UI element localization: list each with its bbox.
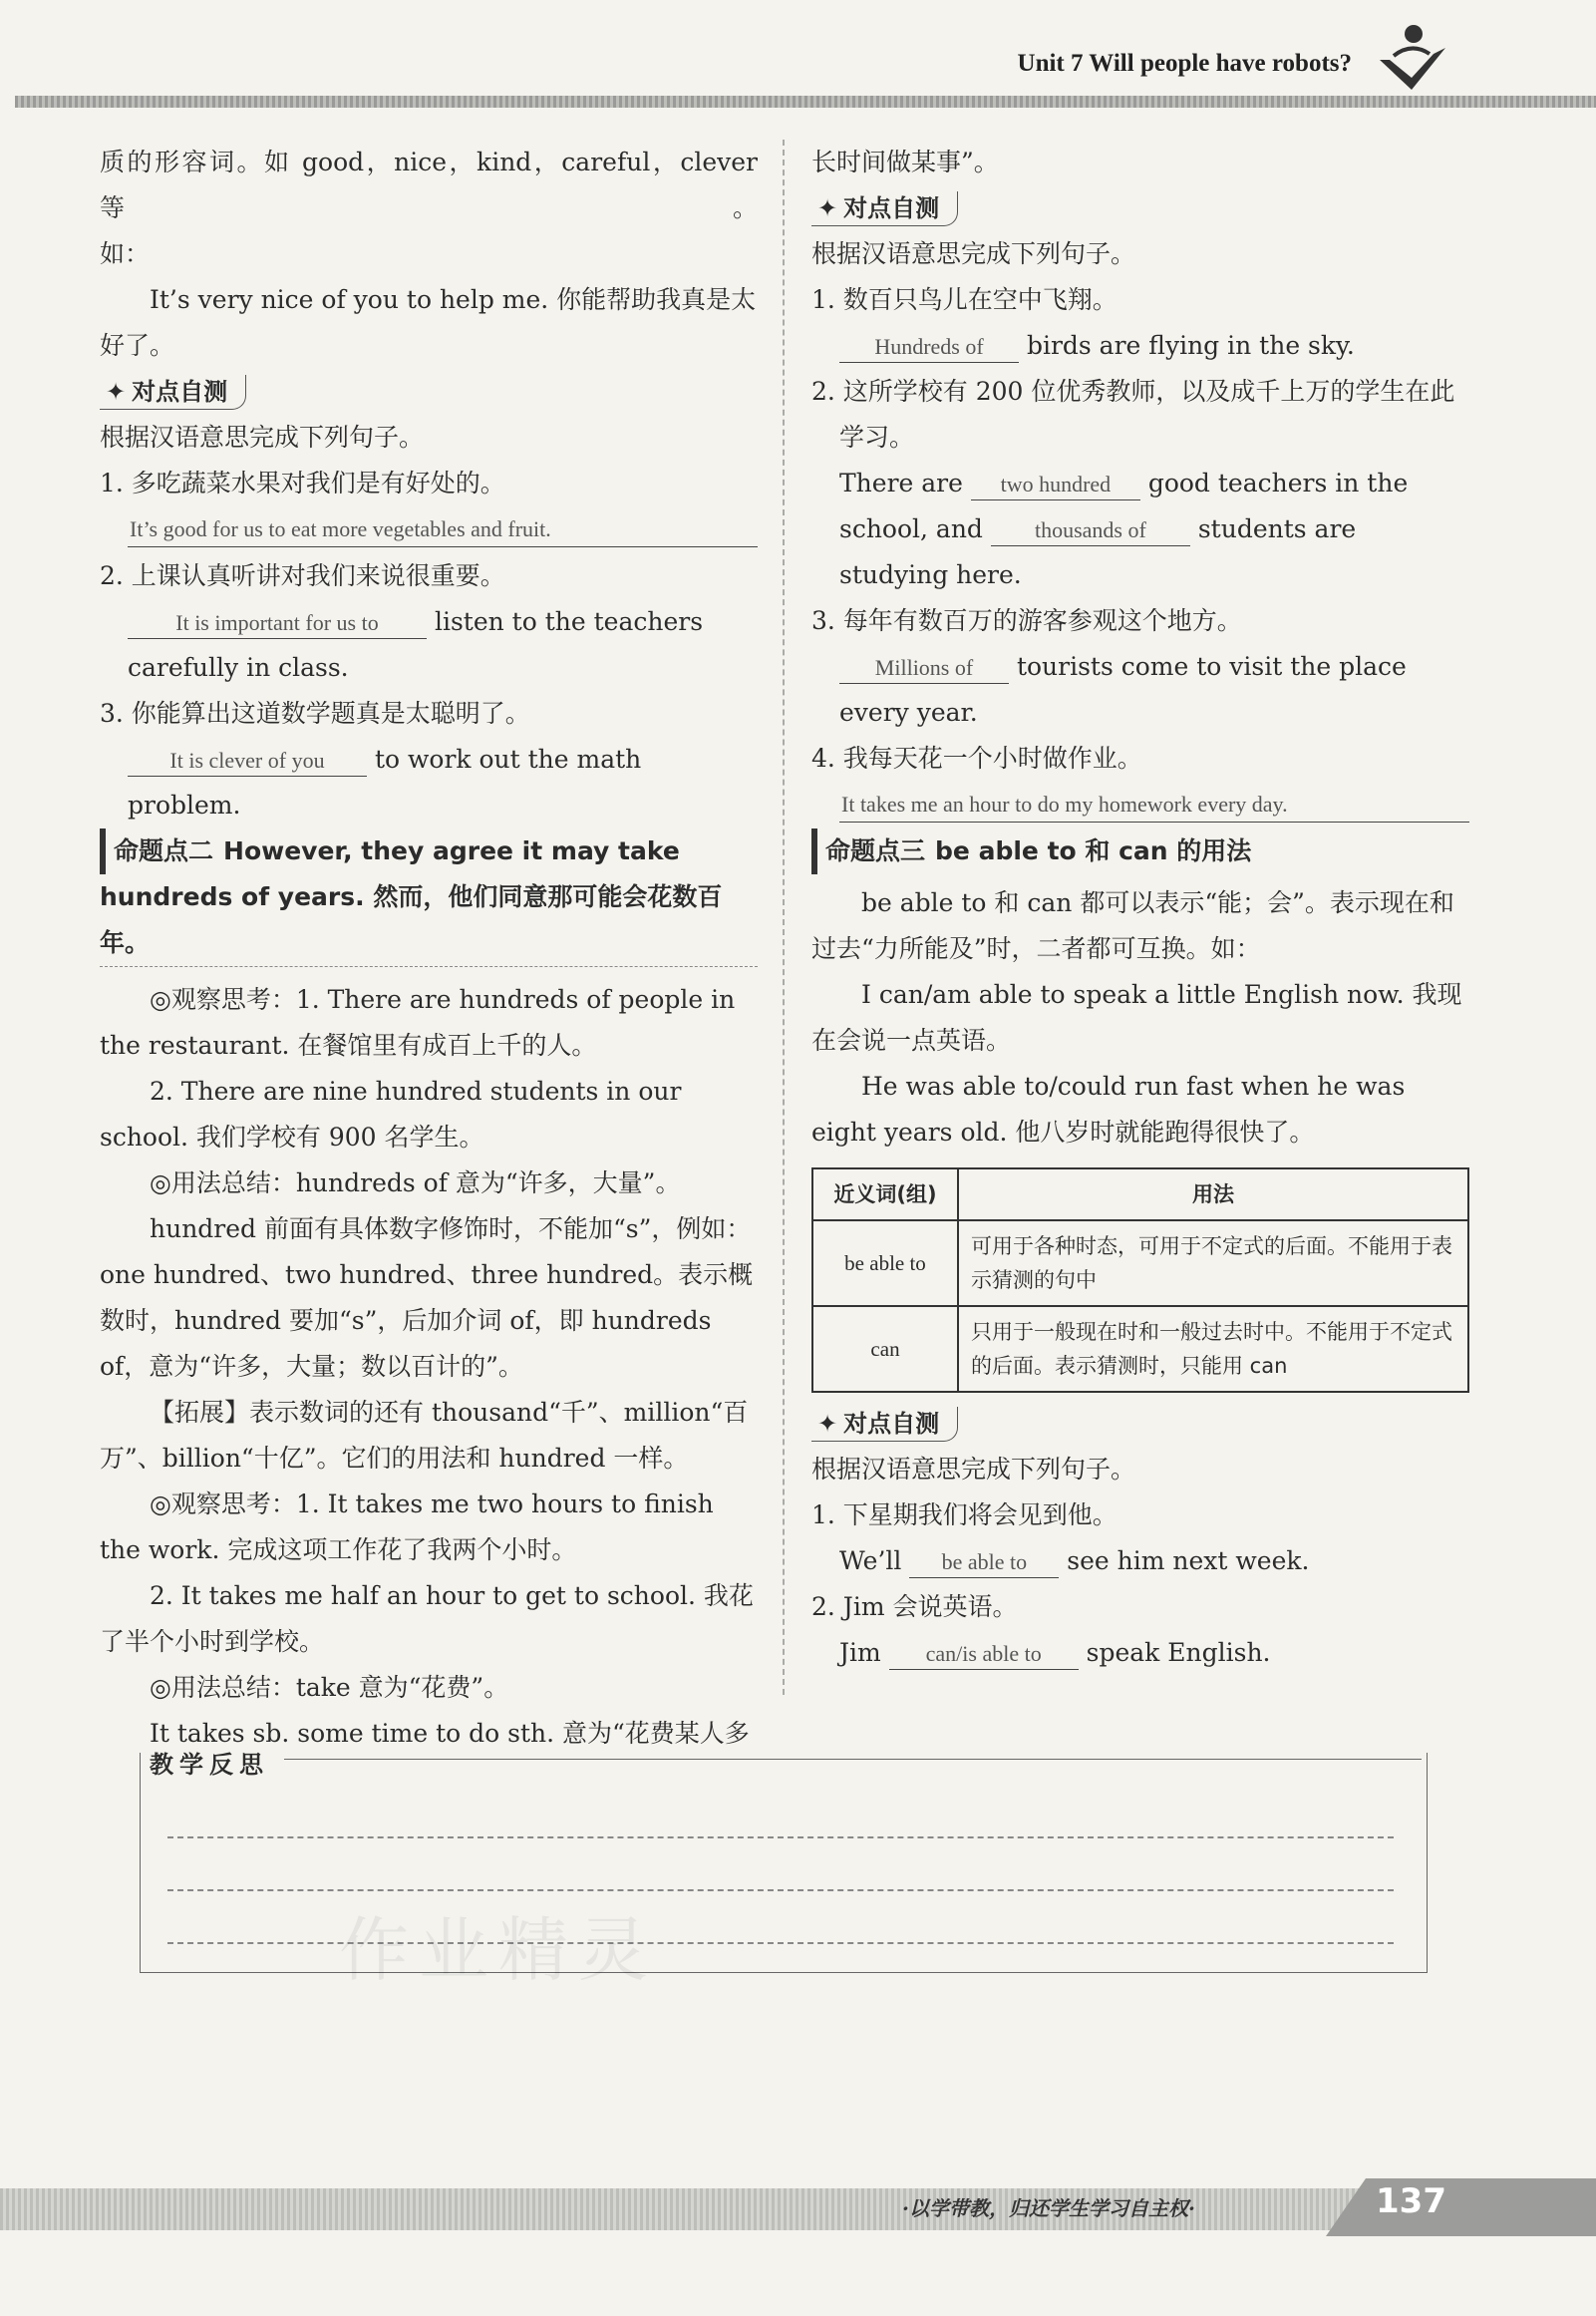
- point-3-text: be able to 和 can 都可以表示“能；会”。表示现在和过去“力所能及”时，二者都可互换。如：: [811, 888, 1454, 963]
- right-column: [811, 140, 1469, 1676]
- extension: 【拓展】表示数词的还有 thousand“千”、million“百万”、billion“十亿”。它们的用法和 hundred 一样。: [100, 1398, 749, 1473]
- unit-title: Unit 7 Will people have robots?: [1017, 50, 1352, 77]
- table-cell: 可用于各种时态，可用于不定式的后面。不能用于表示猜测的句中: [958, 1220, 1468, 1306]
- answer-t2[interactable]: can/is able to: [889, 1639, 1079, 1670]
- reflection-title: 教学反思: [150, 1751, 269, 1779]
- rule-1: hundred 前面有具体数字修饰时，不能加“s”，例如：one hundred、two hundred、three hundred。表示概数时，hundred 要加“s”，后加介词 of，即 hundreds of，意为“许多，大量；数以百计的”。: [100, 1214, 754, 1381]
- answer-2b[interactable]: thousands of: [991, 515, 1190, 546]
- self-test-label: ✦ 对点自测: [100, 375, 246, 410]
- answer-2[interactable]: It is important for us to: [128, 608, 427, 639]
- reflection-line[interactable]: [167, 1836, 1394, 1838]
- point-3-tag: 命题点三: [811, 828, 925, 874]
- question-3: 3. 你能算出这道数学题真是太聪明了。: [100, 699, 530, 728]
- instruction-text: 根据汉语意思完成下列句子。: [811, 239, 1136, 268]
- table-row: [812, 1220, 1468, 1306]
- answer-3[interactable]: Millions of: [839, 653, 1009, 684]
- example-sentence: It’s very nice of you to help me. 你能帮助我真是太好了。: [100, 285, 757, 360]
- observe-1: ◎观察思考：1. There are hundreds of people in the restaurant. 在餐馆里有成百上千的人。: [100, 985, 736, 1060]
- fill-sentence-3: Millions of tourists come to visit the place every year.: [839, 652, 1407, 727]
- table-cell: can: [812, 1306, 958, 1392]
- footer-slogan: ·以学带教，归还学生学习自主权·: [902, 2196, 1195, 2220]
- continued-text: 长时间做某事”。: [811, 148, 999, 176]
- fill-sentence-2: It is important for us to listen to the teachers carefully in class.: [128, 607, 704, 682]
- column-divider: [783, 140, 785, 1695]
- book-person-logo-icon: [1372, 20, 1451, 100]
- answer-1[interactable]: It’s good for us to eat more vegetables and fruit.: [128, 512, 758, 547]
- left-column: [100, 140, 758, 1757]
- summary-1: ◎用法总结：hundreds of 意为“许多，大量”。: [150, 1168, 681, 1197]
- fill-sentence-1: Hundreds of birds are flying in the sky.: [811, 323, 1469, 369]
- answer-t1[interactable]: be able to: [909, 1547, 1059, 1578]
- page-number-tab: [1326, 2178, 1596, 2236]
- test-question-1: 1. 下星期我们将会见到他。: [811, 1500, 1117, 1529]
- table-cell: 只用于一般现在时和一般过去时中。不能用于不定式的后面。表示猜测时，只能用 can: [958, 1306, 1468, 1392]
- table-header-row: [812, 1168, 1468, 1220]
- question-1: 1. 数百只鸟儿在空中飞翔。: [811, 285, 1117, 314]
- table-header: 用法: [958, 1168, 1468, 1220]
- question-2: 2. 上课认真听讲对我们来说很重要。: [100, 561, 505, 590]
- instruction-text: 根据汉语意思完成下列句子。: [811, 1455, 1136, 1484]
- observe-1b: 2. There are nine hundred students in our school. 我们学校有 900 名学生。: [100, 1077, 682, 1152]
- point-3-heading: [811, 828, 1469, 874]
- question-2: 2. 这所学校有 200 位优秀教师，以及成千上万的学生在此学习。: [811, 377, 1455, 452]
- rule-2: It takes sb. some time to do sth. 意为“花费某人多: [150, 1719, 750, 1748]
- header-bar: [15, 96, 1596, 108]
- point-3-example-2: He was able to/could run fast when he was eight years old. 他八岁时就能跑得很快了。: [811, 1072, 1406, 1147]
- question-3: 3. 每年有数百万的游客参观这个地方。: [811, 606, 1242, 635]
- point-3-example-1: I can/am able to speak a little English now. 我现在会说一点英语。: [811, 980, 1462, 1055]
- observe-2b: 2. It takes me half an hour to get to school. 我花了半个小时到学校。: [100, 1581, 754, 1656]
- summary-2: ◎用法总结：take 意为“花费”。: [150, 1673, 509, 1702]
- fill-sentence-t1: We’ll be able to see him next week.: [811, 1538, 1469, 1584]
- reflection-box: [140, 1753, 1428, 1973]
- question-1: 1. 多吃蔬菜水果对我们是有好处的。: [100, 469, 505, 497]
- answer-2a[interactable]: two hundred: [971, 470, 1140, 500]
- instruction-text: 根据汉语意思完成下列句子。: [100, 423, 425, 452]
- intro-text-2: 如：: [100, 239, 151, 268]
- fill-sentence-3: It is clever of you to work out the math problem.: [128, 745, 642, 820]
- watermark: 作业精灵: [339, 1909, 658, 1991]
- point-2-heading: [100, 828, 758, 967]
- point-2-title: However, they agree it may take hundreds of years. 然而，他们同意那可能会花数百年。: [100, 836, 723, 957]
- point-3-title: be able to 和 can 的用法: [935, 836, 1252, 865]
- page-number: 137: [1376, 2181, 1446, 2221]
- fill-sentence-t2: Jim can/is able to speak English.: [811, 1630, 1469, 1676]
- self-test-label: ✦ 对点自测: [811, 1407, 958, 1442]
- intro-text: 质的形容词。如 good，nice，kind，careful，clever 等。: [100, 148, 758, 222]
- table-row: [812, 1306, 1468, 1392]
- reflection-line[interactable]: [167, 1889, 1394, 1891]
- star-icon: ✦: [817, 1410, 838, 1438]
- observe-2: ◎观察思考：1. It takes me two hours to finish the work. 完成这项工作花了我两个小时。: [100, 1489, 714, 1564]
- question-4: 4. 我每天花一个小时做作业。: [811, 744, 1142, 773]
- test-question-2: 2. Jim 会说英语。: [811, 1592, 1018, 1621]
- star-icon: ✦: [106, 378, 127, 406]
- answer-4[interactable]: It takes me an hour to do my homework every day.: [839, 788, 1469, 823]
- self-test-label: ✦ 对点自测: [811, 191, 958, 226]
- point-2-tag: 命题点二: [100, 828, 213, 874]
- answer-1[interactable]: Hundreds of: [839, 332, 1019, 363]
- table-cell: be able to: [812, 1220, 958, 1306]
- usage-table: [811, 1167, 1469, 1393]
- table-header: 近义词(组): [812, 1168, 958, 1220]
- answer-3[interactable]: It is clever of you: [128, 746, 367, 777]
- star-icon: ✦: [817, 194, 838, 222]
- fill-sentence-2: There are two hundred good teachers in the school, and thousands of students are studying here.: [839, 469, 1409, 589]
